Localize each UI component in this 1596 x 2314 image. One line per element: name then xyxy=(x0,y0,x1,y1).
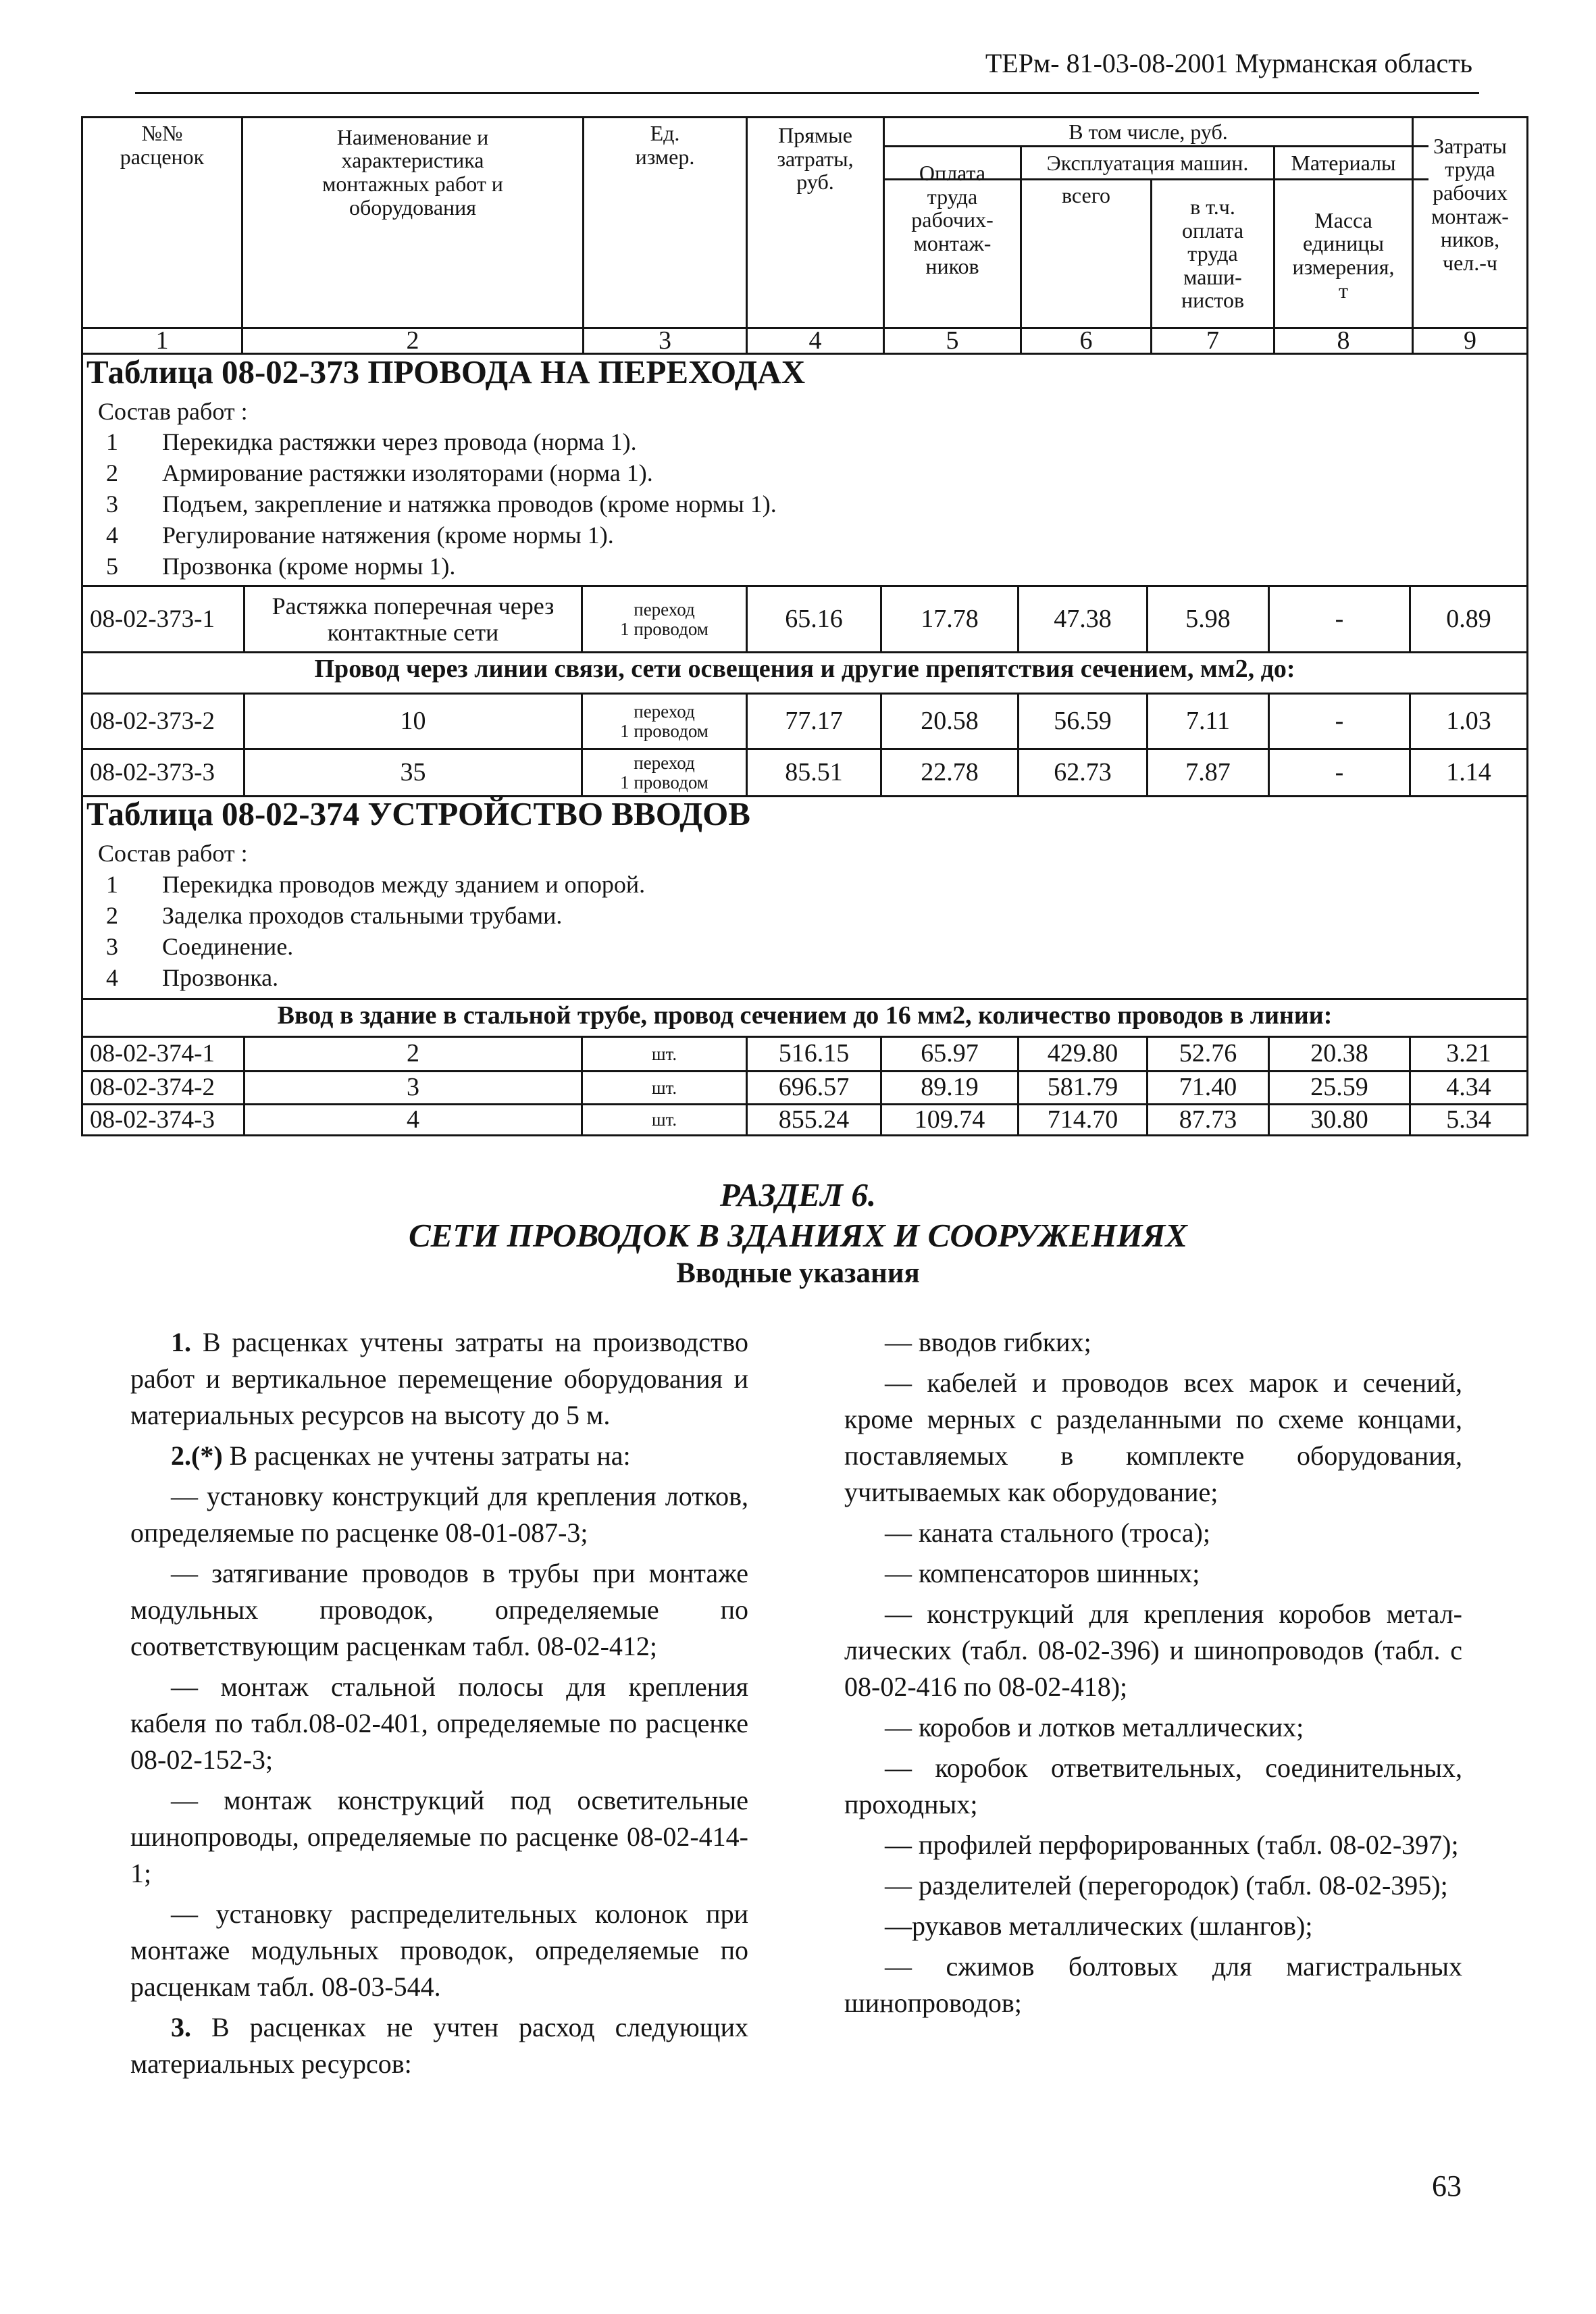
machine-cost: 56.59 xyxy=(1054,706,1112,735)
paragraph: 3. В расценках не учтен расход следующих материальных ресурсов: xyxy=(130,2012,748,2079)
rate-name: Растяжка поперечная через контактные сети xyxy=(272,592,555,646)
table-374-subheader: Ввод в здание в стальной трубе, провод сечением до 16 мм2, количество проводов в линии: xyxy=(277,1001,1333,1030)
hline xyxy=(81,651,1528,653)
work-item-number: 3 xyxy=(106,491,118,518)
machine-cost: 62.73 xyxy=(1054,757,1112,786)
work-item-number: 4 xyxy=(106,964,118,991)
work-item-text: Армирование растяжки изоляторами (норма 1). xyxy=(162,459,653,486)
rate-name: 35 xyxy=(400,757,426,786)
list-item: — разделителей (перегородок) (табл. 08-02-395); xyxy=(885,1870,1448,1901)
rate-unit: шт. xyxy=(651,1043,677,1064)
header-col-mach-labor: в т.ч. оплата труда маши- нистов xyxy=(1181,195,1245,313)
labor-cost: 22.78 xyxy=(921,757,979,786)
rates-table xyxy=(0,0,1596,1149)
rate-code: 08-02-373-1 xyxy=(90,605,215,633)
machine-cost: 581.79 xyxy=(1047,1073,1118,1102)
paragraph-number: 2.(*) xyxy=(171,1440,223,1471)
rate-code: 08-02-373-3 xyxy=(90,758,215,786)
work-item-number: 4 xyxy=(106,522,118,549)
rate-name: 10 xyxy=(400,706,426,735)
rate-name: 3 xyxy=(407,1073,419,1102)
header-col-code: №№ расценок xyxy=(120,121,205,169)
rate-code: 08-02-373-2 xyxy=(90,707,215,735)
machine-cost: 429.80 xyxy=(1047,1039,1118,1068)
list-item: — коробов и лотков металлических; xyxy=(885,1712,1304,1742)
section-number: РАЗДЕЛ 6. xyxy=(719,1176,877,1213)
material-mass: - xyxy=(1335,604,1344,633)
work-item-text: Регулирование натяжения (кроме нормы 1). xyxy=(162,522,614,549)
paragraph: 1. В расценках учтены затраты на производство работ и вертикальное перемещение оборудования и материальных ресурсов на высоту до 5 м. xyxy=(130,1327,748,1430)
machinist-labor-cost: 52.76 xyxy=(1179,1039,1237,1068)
paragraph: — монтаж стальной полосы для крепления кабеля по табл.08-02-401, определяемые по расценке 08-02-152-3; xyxy=(130,1671,748,1775)
labor-hours: 1.14 xyxy=(1446,757,1491,786)
rate-unit: переход 1 проводом xyxy=(620,599,709,639)
list-item: — каната стального (троса); xyxy=(885,1517,1210,1548)
labor-cost: 17.78 xyxy=(921,604,979,633)
paragraph: — затягивание проводов в трубы при монтаже модульных проводок, определяемые по соответствующим расценкам табл. 08-02-412; xyxy=(130,1558,748,1661)
rate-unit: переход 1 проводом xyxy=(620,753,709,793)
direct-cost: 855.24 xyxy=(778,1105,850,1134)
rate-code: 08-02-374-1 xyxy=(90,1040,215,1068)
list-item: — профилей перфорированных (табл. 08-02-397); xyxy=(885,1830,1459,1860)
machine-cost: 47.38 xyxy=(1054,604,1112,633)
column-number: 5 xyxy=(946,329,959,353)
machinist-labor-cost: 71.40 xyxy=(1179,1073,1237,1102)
rate-unit: шт. xyxy=(651,1077,677,1098)
labor-cost: 109.74 xyxy=(914,1105,985,1134)
work-item-number: 1 xyxy=(106,428,118,455)
machine-cost: 714.70 xyxy=(1047,1105,1118,1134)
work-item-number: 2 xyxy=(106,902,118,929)
header-col-labor: Оплата труда рабочих- монтаж- ников xyxy=(911,161,994,279)
list-item: — конструкций для крепления коробов метал-лических (табл. 08-02-396) и шинопроводов (табл. с 08-02-416 по 08-02-418); xyxy=(844,1599,1462,1702)
labor-hours: 5.34 xyxy=(1446,1105,1491,1134)
paragraph: 2.(*) В расценках не учтены затраты на: xyxy=(171,1440,631,1471)
rate-name: 2 xyxy=(407,1039,419,1068)
work-item-text: Прозвонка. xyxy=(162,964,279,991)
left-column xyxy=(130,1324,748,2086)
rate-name: 4 xyxy=(407,1105,419,1134)
paragraph: — монтаж конструкций под осветительные шинопроводы, определяемые по расценке 08-02-414-1; xyxy=(130,1785,748,1888)
work-item-text: Соединение. xyxy=(162,933,294,960)
column-number: 2 xyxy=(406,329,419,353)
material-mass: 20.38 xyxy=(1310,1039,1368,1068)
labor-hours: 1.03 xyxy=(1446,706,1491,735)
section-title: СЕТИ ПРОВОДОК В ЗДАНИЯХ И СООРУЖЕНИЯХ xyxy=(409,1217,1187,1254)
column-number: 6 xyxy=(1079,329,1093,353)
running-header: ТЕРм- 81-03-08-2001 Мурманская область xyxy=(985,48,1472,78)
labor-cost: 65.97 xyxy=(921,1039,979,1068)
header-machines: Эксплуатация машин. xyxy=(1046,150,1249,175)
right-column xyxy=(844,1324,1462,2026)
header-col-hours: Затраты труда рабочих монтаж- ников, чел.-ч xyxy=(1431,133,1509,275)
hline xyxy=(81,998,1528,1000)
header-col-mach-total: всего xyxy=(1061,182,1111,207)
table-374-title: Таблица 08-02-374 УСТРОЙСТВО ВВОДОВ xyxy=(86,795,750,832)
paragraph: — установку распределительных колонок при монтаже модульных проводок, определяемые по расценкам табл. 08-03-544. xyxy=(130,1898,748,2002)
direct-cost: 516.15 xyxy=(778,1039,850,1068)
direct-cost: 85.51 xyxy=(785,757,843,786)
material-mass: - xyxy=(1335,706,1344,735)
rate-code: 08-02-374-2 xyxy=(90,1074,215,1102)
material-mass: 30.80 xyxy=(1310,1105,1368,1134)
header-col-direct: Прямые затраты, руб. xyxy=(777,123,854,195)
work-item-text: Перекидка растяжки через провода (норма 1). xyxy=(162,428,637,455)
direct-cost: 77.17 xyxy=(785,706,843,735)
labor-cost: 20.58 xyxy=(921,706,979,735)
labor-hours: 0.89 xyxy=(1446,604,1491,633)
list-item: — коробок ответвительных, соединительных, проходных; xyxy=(844,1753,1462,1819)
paragraph: — установку конструкций для крепления лотков, определяемые по расценке 08-01-087-3; xyxy=(130,1481,748,1548)
rate-code: 08-02-374-3 xyxy=(90,1105,215,1134)
work-composition-label: Состав работ : xyxy=(98,840,248,867)
rate-unit: переход 1 проводом xyxy=(620,701,709,741)
list-item: — сжимов болтовых для магистральных шинопроводов; xyxy=(844,1951,1462,2018)
column-number: 1 xyxy=(155,329,169,353)
list-item: — компенсаторов шинных; xyxy=(885,1558,1200,1588)
work-item-text: Перекидка проводов между зданием и опорой. xyxy=(162,871,646,898)
header-col-mass: Масса единицы измерения, т xyxy=(1292,207,1395,303)
work-item-text: Подъем, закрепление и натяжка проводов (кроме нормы 1). xyxy=(162,491,777,518)
work-item-text: Заделка проходов стальными трубами. xyxy=(162,902,563,929)
header-materials: Материалы xyxy=(1291,150,1396,175)
labor-hours: 3.21 xyxy=(1446,1039,1491,1068)
material-mass: 25.59 xyxy=(1310,1073,1368,1102)
list-item: — вводов гибких; xyxy=(885,1327,1091,1357)
table-373-title: Таблица 08-02-373 ПРОВОДА НА ПЕРЕХОДАХ xyxy=(86,353,806,391)
table-373-subheader: Провод через линии связи, сети освещения и другие препятствия сечением, мм2, до: xyxy=(314,655,1295,683)
direct-cost: 696.57 xyxy=(778,1073,850,1102)
section-subtitle: Вводные указания xyxy=(676,1257,920,1289)
rate-unit: шт. xyxy=(651,1109,677,1130)
work-item-number: 3 xyxy=(106,933,118,960)
machinist-labor-cost: 87.73 xyxy=(1179,1105,1237,1134)
work-item-text: Прозвонка (кроме нормы 1). xyxy=(162,553,456,580)
paragraph-number: 1. xyxy=(171,1327,191,1357)
work-item-number: 1 xyxy=(106,871,118,898)
page-number: 63 xyxy=(1432,2169,1462,2203)
work-item-number: 5 xyxy=(106,553,118,580)
labor-hours: 4.34 xyxy=(1446,1073,1491,1102)
column-number: 9 xyxy=(1464,329,1476,353)
machinist-labor-cost: 5.98 xyxy=(1185,604,1231,633)
header-col-name: Наименование и характеристика монтажных работ и оборудования xyxy=(322,124,503,220)
direct-cost: 65.16 xyxy=(785,604,843,633)
vline xyxy=(1526,116,1528,1136)
list-item: —рукавов металлических (шлангов); xyxy=(885,1911,1313,1941)
paragraph-number: 3. xyxy=(171,2012,191,2042)
list-item: — кабелей и проводов всех марок и сечений, кроме мерных с разделанными по схеме концами, поставляемых в комплекте оборудования, учитываемых как оборудование; xyxy=(844,1367,1462,1507)
work-item-number: 2 xyxy=(106,459,118,486)
column-number: 7 xyxy=(1206,329,1219,353)
column-number: 8 xyxy=(1337,329,1350,353)
table-bottom-border xyxy=(81,1134,1528,1136)
machinist-labor-cost: 7.11 xyxy=(1185,706,1231,735)
header-group: В том числе, руб. xyxy=(1069,119,1228,144)
column-number: 3 xyxy=(659,329,671,353)
work-composition-label: Состав работ : xyxy=(98,398,248,425)
machinist-labor-cost: 7.87 xyxy=(1185,757,1231,786)
header-col-unit: Ед. измер. xyxy=(635,121,695,169)
labor-cost: 89.19 xyxy=(921,1073,979,1102)
material-mass: - xyxy=(1335,757,1344,786)
column-number: 4 xyxy=(808,329,822,353)
